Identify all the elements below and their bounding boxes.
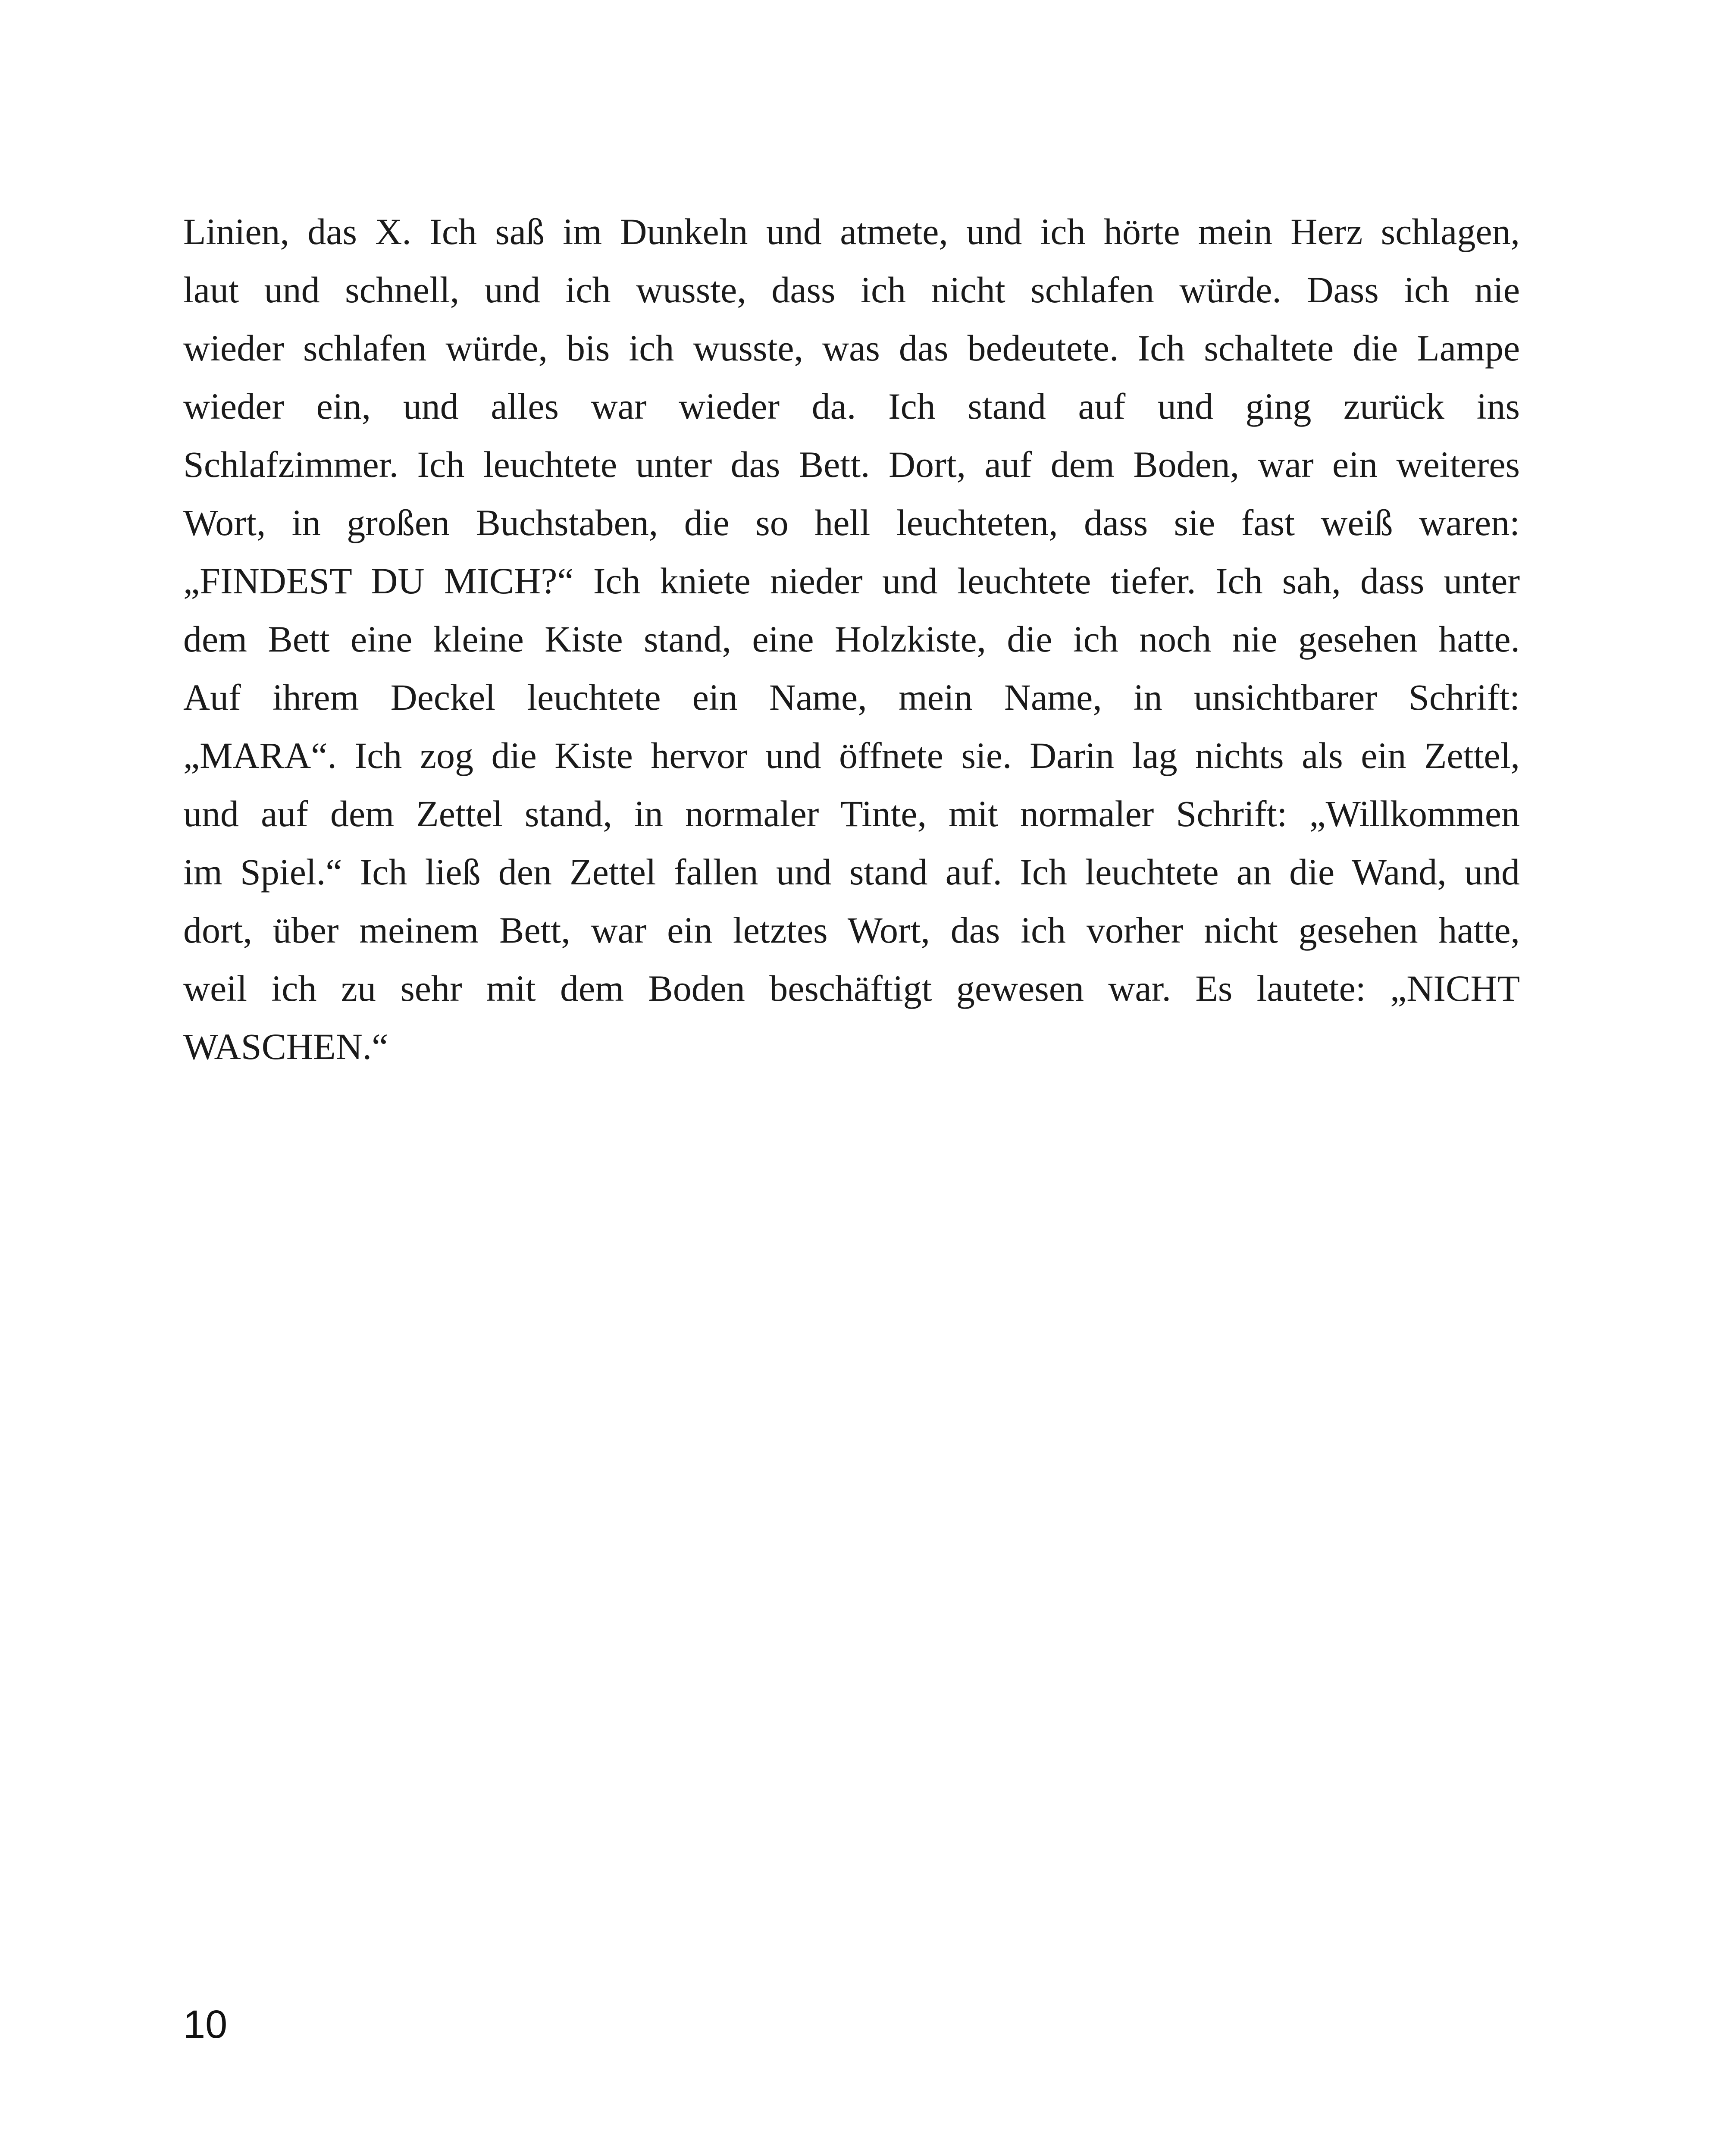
text-line: Auf ihrem Deckel leuchtete ein Name, mein Name, in unsichtbarer Schrift: <box>183 677 1520 718</box>
page-number: 10 <box>183 2002 228 2046</box>
text-line: wieder ein, und alles war wieder da. Ich stand auf und ging zurück ins <box>183 385 1520 427</box>
text-line: im Spiel.“ Ich ließ den Zettel fallen und stand auf. Ich leuchtete an die Wand, und <box>183 851 1520 893</box>
text-line: dem Bett eine kleine Kiste stand, eine Holzkiste, die ich noch nie gesehen hatte. <box>183 618 1520 660</box>
text-line: Wort, in großen Buchstaben, die so hell leuchteten, dass sie fast weiß waren: <box>183 502 1520 543</box>
text-line: dort, über meinem Bett, war ein letztes Wort, das ich vorher nicht gesehen hatte, <box>183 909 1520 951</box>
text-line: „FINDEST DU MICH?“ Ich kniete nieder und leuchtete tiefer. Ich sah, dass unter <box>183 560 1520 602</box>
text-line: und auf dem Zettel stand, in normaler Tinte, mit normaler Schrift: „Willkommen <box>183 793 1520 834</box>
text-line: laut und schnell, und ich wusste, dass ich nicht schlafen würde. Dass ich nie <box>183 269 1520 310</box>
text-line: Linien, das X. Ich saß im Dunkeln und atmete, und ich hörte mein Herz schlagen, <box>183 211 1520 252</box>
text-line-last: WASCHEN.“ <box>183 1026 388 1067</box>
text-line: Schlafzimmer. Ich leuchtete unter das Bett. Dort, auf dem Boden, war ein weiteres <box>183 444 1520 485</box>
text-line: weil ich zu sehr mit dem Boden beschäftigt gewesen war. Es lautete: „NICHT <box>183 968 1520 1009</box>
body-paragraph <box>183 203 1520 1076</box>
text-line: „MARA“. Ich zog die Kiste hervor und öffnete sie. Darin lag nichts als ein Zettel, <box>183 735 1520 776</box>
text-line: wieder schlafen würde, bis ich wusste, was das bedeutete. Ich schaltete die Lampe <box>183 327 1520 369</box>
